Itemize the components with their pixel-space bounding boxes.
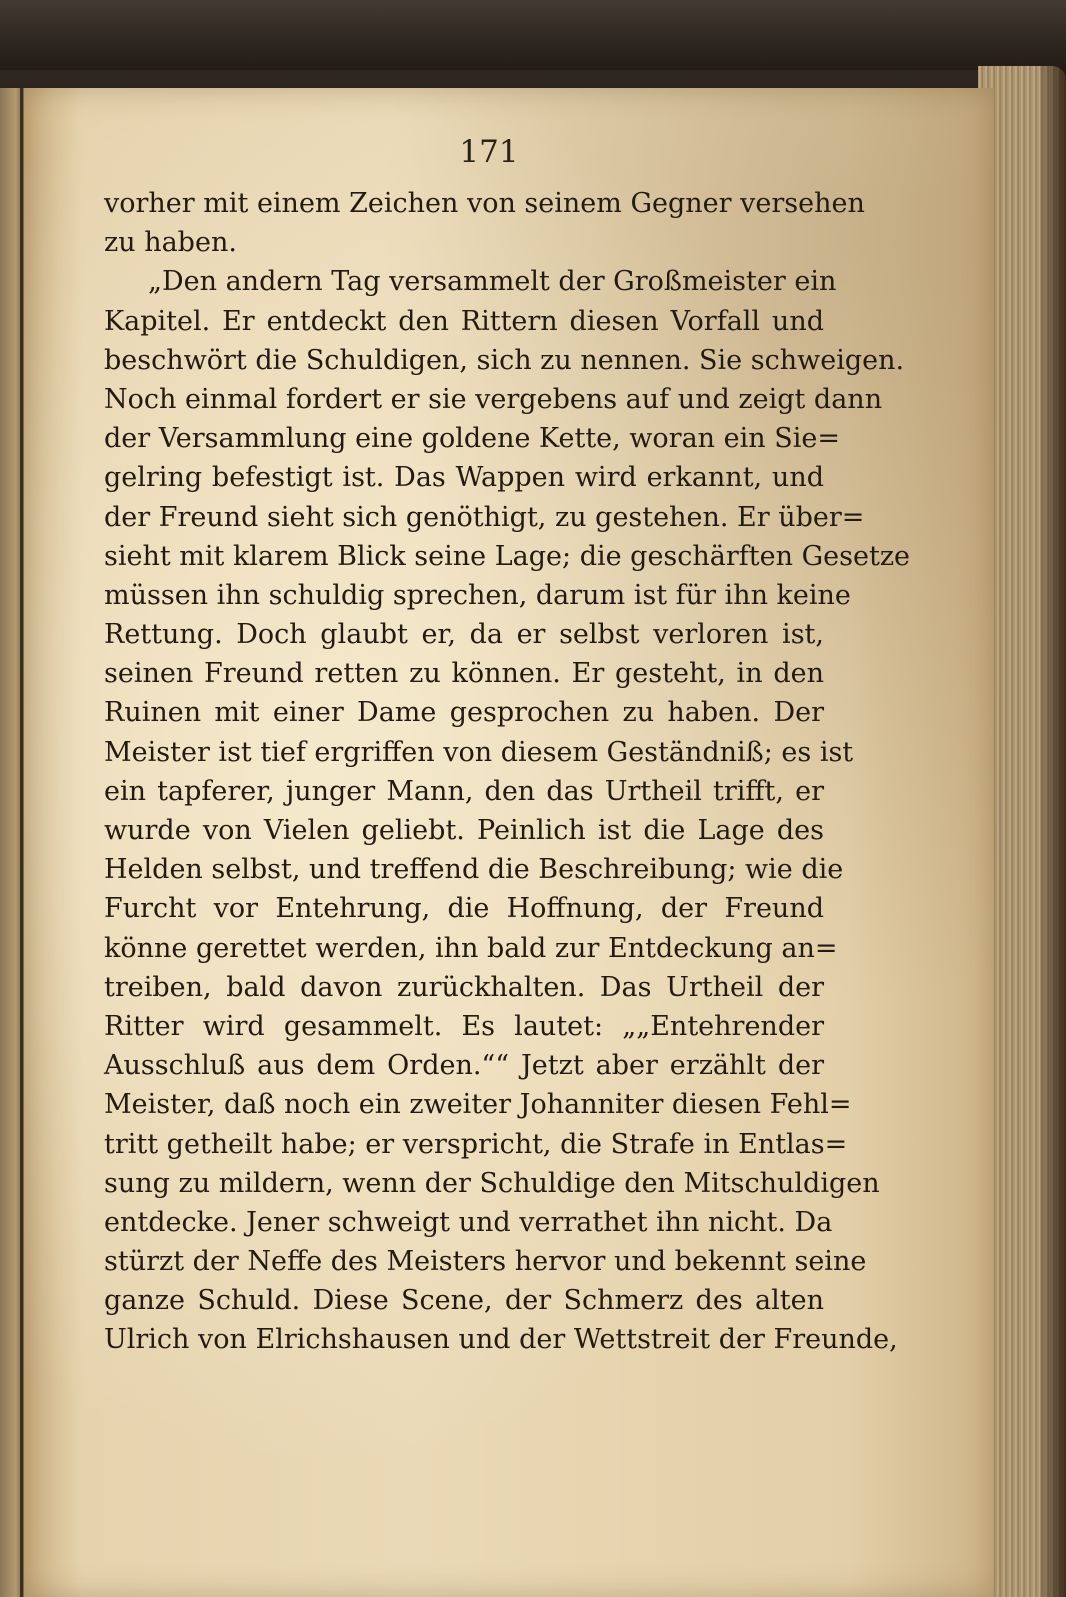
text-line: der Freund sieht sich genöthigt, zu gestehen. Er über= (104, 501, 865, 533)
text-line: vorher mit einem Zeichen von seinem Gegner versehen (104, 188, 865, 219)
text-line: Ritter wird gesammelt. Es lautet: „„Entehrender (104, 1010, 824, 1042)
text-line: sieht mit klarem Blick seine Lage; die geschärften Gesetze (104, 540, 911, 572)
text-line: Kapitel. Er entdeckt den Rittern diesen Vorfall und (104, 305, 824, 337)
text-line: ein tapferer, junger Mann, den das Urtheil trifft, er (104, 775, 824, 807)
text-line: Rettung. Doch glaubt er, da er selbst verloren ist, (104, 619, 824, 651)
page-number: 171 (459, 134, 519, 170)
text-line: stürzt der Neffe des Meisters hervor und bekennt seine (104, 1246, 867, 1278)
book-page (24, 88, 994, 1597)
text-line: Helden selbst, und treffend die Beschreibung; wie die (104, 854, 844, 886)
text-line: beschwört die Schuldigen, sich zu nennen. Sie schweigen. (104, 344, 905, 376)
text-line: treiben, bald davon zurückhalten. Das Urtheil der (104, 971, 824, 1003)
text-line: seinen Freund retten zu können. Er gesteht, in den (104, 658, 824, 690)
text-line: tritt getheilt habe; er verspricht, die Strafe in Entlas= (104, 1128, 848, 1160)
text-line: gelring befestigt ist. Das Wappen wird erkannt, und (104, 462, 824, 494)
text-line: ganze Schuld. Diese Scene, der Schmerz des alten (104, 1285, 824, 1317)
book-gutter (20, 88, 23, 1597)
text-line: Meister, daß noch ein zweiter Johanniter diesen Fehl= (104, 1089, 852, 1121)
text-line: „Den andern Tag versammelt der Großmeister ein (148, 266, 837, 298)
text-line: entdecke. Jener schweigt und verrathet ihn nicht. Da (104, 1206, 833, 1238)
text-line: wurde von Vielen geliebt. Peinlich ist die Lage des (104, 815, 824, 846)
text-line: Meister ist tief ergriffen von diesem Geständniß; es ist (104, 736, 854, 768)
text-line: sung zu mildern, wenn der Schuldige den Mitschuldigen (104, 1167, 880, 1199)
text-line: Ausschluß aus dem Orden.““ Jetzt aber erzählt der (104, 1050, 824, 1082)
book-cover-edge (0, 0, 1066, 70)
text-line: Furcht vor Entehrung, die Hoffnung, der Freund (104, 893, 824, 925)
text-line: Ruinen mit einer Dame gesprochen zu haben. Der (104, 697, 824, 729)
body-text (104, 184, 911, 1360)
text-line: der Versammlung eine goldene Kette, woran ein Sie= (104, 423, 840, 455)
text-line: könne gerettet werden, ihn bald zur Entdeckung an= (104, 932, 838, 964)
text-line: Ulrich von Elrichshausen und der Wettstreit der Freunde, (104, 1324, 898, 1356)
page-edge-shadow (1040, 66, 1066, 1597)
text-line: müssen ihn schuldig sprechen, darum ist für ihn keine (104, 579, 851, 611)
text-line: Noch einmal fordert er sie vergebens auf und zeigt dann (104, 383, 883, 415)
text-line: zu haben. (104, 227, 237, 259)
